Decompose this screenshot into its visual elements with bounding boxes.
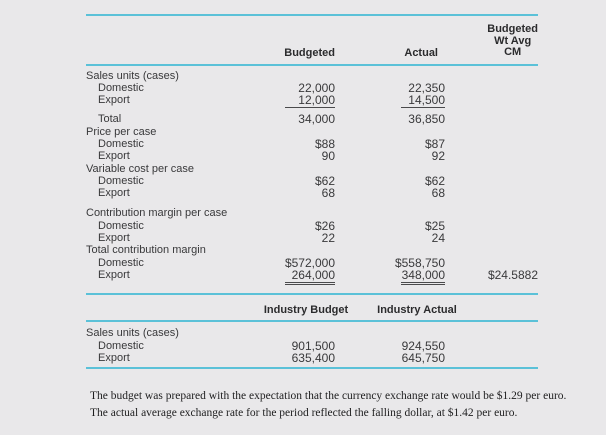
budgeted-value: 264,000 — [250, 269, 335, 285]
actual-value: 36,850 — [408, 112, 445, 127]
budgeted-value: 34,000 — [298, 112, 335, 127]
table-row — [86, 126, 538, 138]
main-table-body — [86, 66, 538, 282]
row-label: Export — [98, 187, 130, 200]
table-row — [86, 70, 538, 82]
row-label: Price per case — [86, 125, 157, 138]
table-header-row — [86, 16, 538, 64]
budgeted-value: 22 — [321, 231, 335, 246]
table-row — [86, 163, 538, 175]
table-row — [86, 244, 538, 256]
budgeted-value: $26 — [314, 218, 335, 233]
budgeted-value: $62 — [314, 173, 335, 188]
actual-value: 14,500 — [335, 94, 445, 108]
actual-value: 24 — [431, 231, 445, 246]
cm-value: $24.5882 — [487, 267, 538, 282]
row-label: Sales units (cases) — [86, 69, 179, 82]
column-header-industry-budget: Industry Budget — [263, 304, 349, 317]
footnote — [90, 388, 606, 422]
row-label: Domestic — [98, 81, 144, 94]
row-label: Contribution margin per case — [86, 207, 228, 220]
budgeted-value: $572,000 — [284, 255, 335, 270]
budgeted-value: 901,500 — [291, 338, 335, 353]
cm-header-line2: Wt Avg — [494, 34, 532, 47]
row-label: Domestic — [98, 174, 144, 187]
column-header-industry-actual: Industry Actual — [377, 304, 457, 317]
row-label: Domestic — [98, 137, 144, 150]
budget-actual-table — [86, 0, 538, 369]
table-row — [86, 220, 538, 232]
table-row — [86, 269, 538, 281]
industry-header-row — [86, 295, 538, 320]
column-header-actual: Actual — [404, 46, 438, 59]
row-label: Export — [98, 232, 130, 245]
table-row — [86, 340, 538, 352]
actual-value: 22,350 — [408, 80, 445, 95]
table-row — [86, 327, 538, 339]
actual-value: $87 — [424, 136, 445, 151]
table-row — [86, 187, 538, 199]
actual-value: 645,750 — [401, 350, 445, 365]
actual-value: $62 — [424, 173, 445, 188]
column-header-budgeted: Budgeted — [284, 46, 335, 59]
budgeted-value: 635,400 — [291, 350, 335, 365]
budgeted-value: 22,000 — [298, 80, 335, 95]
row-label: Export — [98, 94, 130, 107]
cm-header-line1: Budgeted — [487, 23, 538, 35]
footnote-line-1: The budget was prepared with the expectation that the currency exchange rate would be $1.29 per euro. — [90, 390, 567, 403]
table-row — [86, 113, 538, 125]
actual-value: 92 — [431, 149, 445, 164]
actual-value: 924,550 — [401, 338, 445, 353]
cm-header-line3: CM — [504, 46, 522, 58]
actual-value: $558,750 — [394, 255, 445, 270]
footnote-line-2: The actual average exchange rate for the period reflected the falling dollar, at $1.42 per euro. — [90, 407, 518, 420]
row-label: Total contribution margin — [86, 244, 206, 257]
row-label: Sales units (cases) — [86, 327, 179, 340]
budgeted-value: 90 — [321, 149, 335, 164]
row-label: Total — [98, 113, 122, 126]
table-row — [86, 138, 538, 150]
row-label: Domestic — [98, 256, 144, 269]
industry-table-body — [86, 322, 538, 364]
row-label: Domestic — [98, 339, 144, 352]
row-label: Export — [98, 150, 130, 163]
table-row — [86, 150, 538, 162]
table-row — [86, 207, 538, 219]
row-label: Variable cost per case — [86, 162, 195, 175]
actual-value: 68 — [431, 186, 445, 201]
budgeted-value: 68 — [321, 186, 335, 201]
actual-value: 348,000 — [335, 269, 445, 285]
table-row — [86, 352, 538, 364]
budgeted-value: 12,000 — [250, 94, 335, 108]
row-label: Domestic — [98, 219, 144, 232]
table-row — [86, 94, 538, 106]
industry-bottom-divider — [86, 367, 538, 369]
row-label: Export — [98, 268, 130, 281]
table-row — [86, 175, 538, 187]
actual-value: $25 — [424, 218, 445, 233]
table-row — [86, 232, 538, 244]
row-label: Export — [98, 351, 130, 364]
column-header-budgeted-wt-avg-cm — [445, 24, 538, 59]
budgeted-value: $88 — [314, 136, 335, 151]
